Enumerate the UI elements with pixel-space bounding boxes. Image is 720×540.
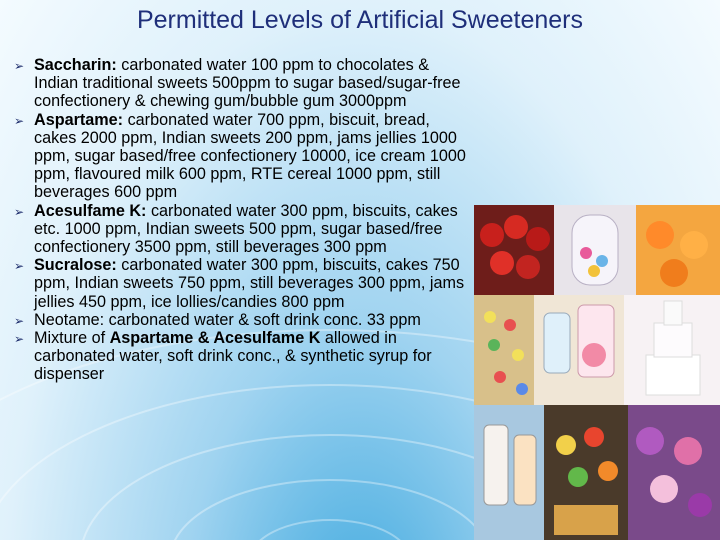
bullet-heading: Aspartame: bbox=[34, 110, 124, 129]
bullet-text: carbonated water 300 ppm, biscuits, cakes 750 ppm, Indian sweets 750 ppm, still beverages 300 ppm, jams jellies 450 ppm, ice lollies/candies 800 ppm bbox=[34, 256, 465, 311]
bullet-heading: Sucralose: bbox=[34, 256, 117, 275]
bullet-text: carbonated water 100 ppm to chocolates & Indian traditional sweets 500ppm to sugar based/sugar-free confectionery & chewing gum/bubble gum 3000ppm bbox=[34, 56, 461, 111]
bullet-text: carbonated water 700 ppm, biscuit, bread, cakes 2000 ppm, Indian sweets 200 ppm, jams jellies 1000 ppm, sugar based/free confectionery 10000, ice cream 1000 ppm, flavoured milk 600 ppm, RTE cereal 1000 ppm, still beverages 600 ppm bbox=[34, 110, 466, 202]
bullet-sucralose bbox=[14, 256, 474, 311]
arrow-bullet-icon: ➢ bbox=[14, 332, 25, 347]
bullet-prefix: Mixture of bbox=[34, 329, 110, 348]
bullet-aspartame bbox=[14, 111, 474, 202]
arrow-bullet-icon: ➢ bbox=[14, 259, 25, 274]
bullet-text: allowed in carbonated water, soft drink conc., & synthetic syrup for dispenser bbox=[34, 329, 432, 384]
bullet-saccharin bbox=[14, 56, 474, 111]
bullet-neotame bbox=[14, 311, 474, 329]
bullet-text: carbonated water 300 ppm, biscuits, cakes etc. 1000 ppm, Indian sweets 500 ppm, sugar based/free confectionery 3500 ppm, still beverages 300 ppm bbox=[34, 201, 458, 257]
bullet-text: Neotame: carbonated water & soft drink conc. 33 ppm bbox=[34, 310, 421, 329]
bullet-list bbox=[14, 56, 474, 384]
bullet-acesulfame bbox=[14, 202, 474, 257]
bullet-mixture bbox=[14, 329, 474, 384]
arrow-bullet-icon: ➢ bbox=[14, 204, 25, 219]
bullet-heading: Aspartame & Acesulfame K bbox=[109, 329, 321, 348]
candy-collage-image bbox=[474, 205, 720, 540]
arrow-bullet-icon: ➢ bbox=[14, 313, 25, 328]
bullet-heading: Saccharin: bbox=[34, 56, 117, 74]
bullet-heading: Acesulfame K: bbox=[34, 201, 147, 220]
arrow-bullet-icon: ➢ bbox=[14, 113, 25, 128]
arrow-bullet-icon: ➢ bbox=[14, 59, 25, 73]
slide-title: Permitted Levels of Artificial Sweeteners bbox=[136, 6, 584, 34]
